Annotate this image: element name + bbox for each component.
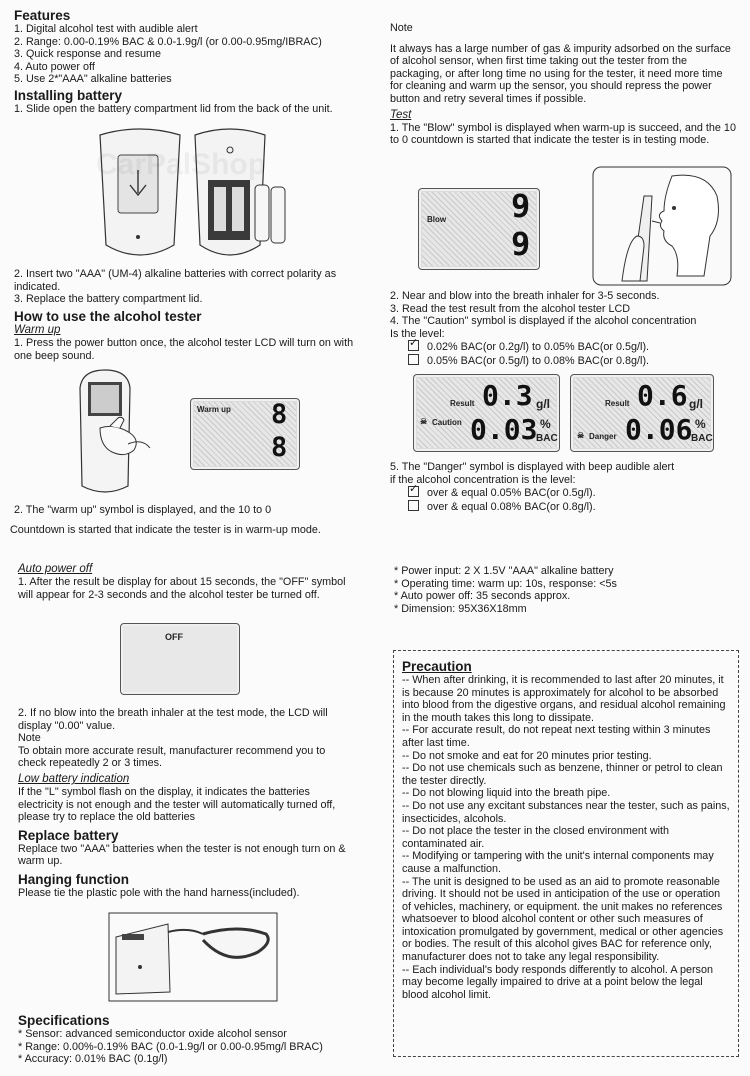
features-title: Features bbox=[14, 8, 71, 23]
precaution-item: -- When after drinking, it is recommended to last after 20 minutes, it is because 20 minutes is approximately for alcohol to be absorbed into blood from the digestive organs, and residual alcohol remaining in the mouth takes this long to dissipate. bbox=[402, 674, 726, 724]
spec-right-item: * Auto power off: 35 seconds approx. bbox=[394, 590, 571, 603]
spec-item: * Accuracy: 0.01% BAC (0.1g/l) bbox=[18, 1053, 168, 1066]
precaution-item: -- Each individual's body responds differently to alcohol. A person may become legally impaired to drive at a point below the legal blood alcohol limit. bbox=[402, 963, 713, 1001]
precaution-item: -- Modifying or tampering with the unit's internal components may cause a malfunction. bbox=[402, 850, 714, 875]
caution-icon: ☠ bbox=[420, 417, 428, 426]
caution-level-text: 0.02% BAC(or 0.2g/l) to 0.05% BAC(or 0.5g/l). bbox=[427, 341, 650, 354]
specs-section bbox=[18, 1013, 368, 1066]
precaution-title: Precaution bbox=[402, 659, 472, 674]
installing-title: Installing battery bbox=[14, 88, 123, 103]
warmup-countdown bbox=[10, 524, 380, 537]
blow-lcd-label: Blow bbox=[427, 215, 447, 224]
result-gl-value: 0.3 bbox=[482, 379, 533, 412]
danger-level-text: over & equal 0.05% BAC(or 0.5g/l). bbox=[427, 487, 596, 500]
warmup-lcd bbox=[190, 398, 300, 470]
danger-checkbox bbox=[408, 500, 419, 511]
test-step5-level: if the alcohol concentration is the level: bbox=[390, 473, 576, 486]
note-text: It always has a large number of gas & impurity adsorbed on the surface of alcohol sensor, when first time taking out the tester from the packaging, or after long time no using for the tester, it need more time for cleaning and warm up the sensor, you should repress the power button and retry several times if possible. bbox=[390, 42, 731, 105]
test-step5: 5. The "Danger" symbol is displayed with beep audible alert bbox=[390, 461, 675, 473]
warmup-step2 bbox=[14, 504, 374, 517]
precaution-item: -- The unit is designed to be used as an aid to promote reasonable driving. It should not be used in anticipation of the use or operation of vehicles, machinery, or equipment. the unit makes no references whatsoever to blood alcohol content or other such measures of intoxication promulgated by government, medical or other agencies or bodies. The result of this alcohol gives BAC for reference only, manufacturer does not to take any legal responsibility. bbox=[402, 875, 724, 964]
precaution-item: -- Do not place the tester in the closed environment with contaminated air. bbox=[402, 825, 670, 850]
spec-right-item: * Operating time: warm up: 10s, response: <5s bbox=[394, 577, 617, 590]
danger-label: Danger bbox=[589, 432, 617, 441]
blow-lcd-digit: 9 bbox=[511, 225, 531, 263]
test-step4: 4. The "Caution" symbol is displayed if the alcohol concentration bbox=[390, 315, 697, 328]
off-lcd bbox=[120, 623, 240, 695]
result-label: Result bbox=[605, 399, 630, 408]
note-title: Note bbox=[390, 22, 413, 34]
autopower-section bbox=[18, 563, 346, 601]
warmup-lcd-digit: 8 bbox=[271, 432, 288, 463]
danger-level-item bbox=[390, 486, 735, 500]
specs-title: Specifications bbox=[18, 1013, 110, 1028]
warmup-subtitle: Warm up bbox=[14, 324, 61, 336]
lowbattery-text: If the "L" symbol flash on the display, it indicates the batteries electricity is not enough and the tester will automatically turned off, please try to replace the old batteries bbox=[18, 785, 336, 824]
danger-icon: ☠ bbox=[577, 431, 585, 440]
specs-right bbox=[394, 565, 734, 615]
result-gl-unit: g/l bbox=[536, 397, 550, 411]
feature-item: 2. Range: 0.00-0.19% BAC & 0.0-1.9g/l (or 0.00-0.95mg/IBRAC) bbox=[14, 35, 322, 48]
feature-item: 3. Quick response and resume bbox=[14, 48, 162, 61]
precaution-box bbox=[393, 650, 739, 1057]
autopower-step2: 2. If no blow into the breath inhaler at the test mode, the LCD will display "0.00" value. bbox=[18, 707, 328, 732]
danger-result-lcd bbox=[570, 374, 714, 452]
replace-title: Replace battery bbox=[18, 827, 119, 843]
installing-step2: 2. Insert two "AAA" (UM-4) alkaline batteries with correct polarity as indicated. bbox=[14, 268, 337, 293]
blow-lcd bbox=[418, 188, 540, 270]
hanging-strap-illustration bbox=[108, 912, 278, 1002]
watermark-text: CarPalShop bbox=[96, 148, 267, 181]
precaution-item: -- Do not use chemicals such as benzene, thinner or petrol to clean the tester directly. bbox=[402, 762, 723, 787]
spec-item: * Range: 0.00%-0.19% BAC (0.0-1.9g/l or 0.00-0.95mg/l BRAC) bbox=[18, 1040, 323, 1053]
installing-steps bbox=[14, 268, 364, 306]
caution-checkbox bbox=[408, 340, 419, 351]
result-bac-value: 0.06 bbox=[625, 413, 693, 446]
hanging-text: Please tie the plastic pole with the hand harness(included). bbox=[18, 886, 300, 899]
hanging-title: Hanging function bbox=[18, 871, 129, 887]
autopower-step1: 1. After the result be display for about 15 seconds, the "OFF" symbol will appear for 2-3 seconds and the alcohol tester be turned off. bbox=[18, 576, 346, 601]
installing-section bbox=[14, 88, 369, 116]
hand-tester-illustration bbox=[70, 368, 160, 498]
caution-level-item bbox=[390, 354, 735, 368]
caution-result-lcd bbox=[413, 374, 560, 452]
caution-level-item bbox=[390, 340, 735, 354]
danger-checkbox bbox=[408, 486, 419, 497]
person-blowing-illustration bbox=[592, 166, 732, 286]
test-step2: 2. Near and blow into the breath inhaler for 3-5 seconds. bbox=[390, 290, 660, 302]
warmup-step2-text: 2. The "warm up" symbol is displayed, and the 10 to 0 bbox=[14, 504, 272, 516]
result-bac-value: 0.03 bbox=[470, 413, 538, 446]
precaution-item: -- Do not blowing liquid into the breath pipe. bbox=[402, 787, 611, 800]
test-step1: 1. The "Blow" symbol is displayed when warm-up is succeed, and the 10 to 0 countdown is started that indicate the tester is in testing mode. bbox=[390, 121, 736, 147]
test-step4-level: Is the level: bbox=[390, 327, 445, 340]
test-steps bbox=[390, 290, 735, 368]
result-label: Result bbox=[450, 399, 475, 408]
result-bac-unit: BAC bbox=[536, 433, 558, 444]
caution-label: Caution bbox=[432, 418, 462, 427]
features-section bbox=[14, 8, 384, 86]
result-gl-value: 0.6 bbox=[637, 379, 688, 412]
feature-item: 5. Use 2*"AAA" alkaline batteries bbox=[14, 73, 172, 86]
caution-level-text: 0.05% BAC(or 0.5g/l) to 0.08% BAC(or 0.8g/l). bbox=[427, 354, 650, 367]
lowbattery-title: Low battery indication bbox=[18, 772, 130, 785]
installing-step3: 3. Replace the battery compartment lid. bbox=[14, 293, 203, 306]
test-step3: 3. Read the test result from the alcohol tester LCD bbox=[390, 302, 631, 315]
spec-right-item: * Dimension: 95X36X18mm bbox=[394, 602, 527, 615]
precaution-item: -- Do not smoke and eat for 20 minutes prior testing. bbox=[402, 749, 652, 762]
warmup-lcd-digit: 8 bbox=[271, 399, 288, 430]
installing-step1: 1. Slide open the battery compartment lid from the back of the unit. bbox=[14, 103, 333, 115]
note-section bbox=[390, 22, 736, 147]
warmup-lcd-label: Warm up bbox=[197, 405, 231, 414]
blow-lcd-digit: 9 bbox=[511, 187, 531, 225]
danger-level-item bbox=[390, 500, 735, 514]
autopower-title: Auto power off bbox=[18, 563, 93, 575]
feature-item: 4. Auto power off bbox=[14, 60, 95, 73]
battery-compartment-illustration bbox=[90, 125, 290, 265]
autopower-more bbox=[18, 707, 353, 900]
feature-item: 1. Digital alcohol test with audible alert bbox=[14, 23, 198, 35]
off-lcd-text: OFF bbox=[165, 632, 183, 642]
danger-level-text: over & equal 0.08% BAC(or 0.8g/l). bbox=[427, 500, 596, 513]
autopower-note-title: Note bbox=[18, 732, 41, 745]
howto-section bbox=[14, 309, 359, 362]
result-gl-unit: g/l bbox=[689, 397, 703, 411]
test-subtitle: Test bbox=[390, 108, 412, 121]
precaution-item: -- Do not use any excitant substances near the tester, such as pains, insecticides, alcohols. bbox=[402, 799, 730, 825]
spec-item: * Sensor: advanced semiconductor oxide alcohol sensor bbox=[18, 1028, 287, 1040]
danger-steps bbox=[390, 461, 735, 513]
result-pct-unit: % bbox=[695, 417, 706, 431]
howto-title: How to use the alcohol tester bbox=[14, 309, 202, 324]
autopower-note-text: To obtain more accurate result, manufacturer recommend you to check repeatedly 2 or 3 times. bbox=[18, 744, 326, 770]
caution-checkbox bbox=[408, 354, 419, 365]
spec-right-item: * Power input: 2 X 1.5V "AAA" alkaline battery bbox=[394, 565, 614, 577]
replace-text: Replace two "AAA" batteries when the tester is not enough turn on & warm up. bbox=[18, 842, 346, 868]
result-bac-unit: BAC bbox=[691, 433, 713, 444]
precaution-item: -- For accurate result, do not repeat next testing within 3 minutes after last time. bbox=[402, 724, 711, 749]
warmup-countdown-text: Countdown is started that indicate the tester is in warm-up mode. bbox=[10, 524, 321, 536]
result-pct-unit: % bbox=[540, 417, 551, 431]
warmup-step1: 1. Press the power button once, the alcohol tester LCD will turn on with one beep sound. bbox=[14, 337, 354, 362]
